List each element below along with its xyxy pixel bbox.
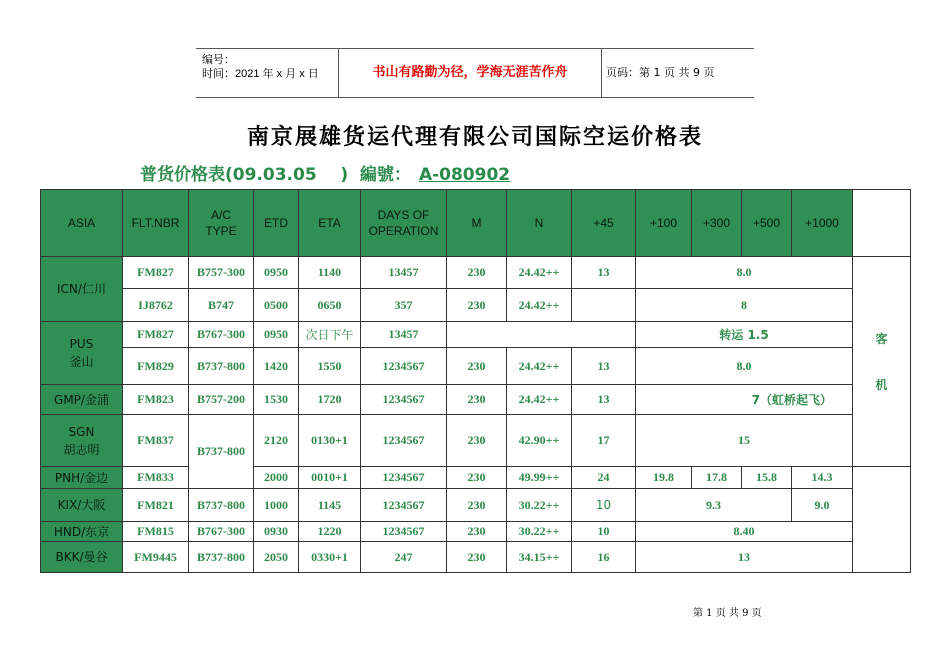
cell-45: 10 (572, 522, 636, 542)
cell-rate: 8.40 (636, 522, 853, 542)
cell-n: 30.22++ (507, 522, 572, 542)
cell-days: 1234567 (361, 385, 447, 415)
col-m: M (447, 190, 507, 257)
cell-days: 247 (361, 542, 447, 573)
cell-ac: B737-800 (189, 348, 254, 385)
col-days: DAYS OF OPERATION (361, 190, 447, 257)
cell-days: 13457 (361, 257, 447, 289)
cell-m: 230 (447, 385, 507, 415)
cell-n: 42.90++ (507, 415, 572, 467)
table-code: A-080902 (418, 165, 511, 185)
col-100: +100 (636, 190, 692, 257)
route-icn: ICN/仁川 (41, 257, 123, 322)
cell-ac: B767-300 (189, 522, 254, 542)
cell-m: 230 (447, 489, 507, 522)
cell-45: 13 (572, 348, 636, 385)
cell-eta: 0130+1 (299, 415, 361, 467)
cell-m: 230 (447, 348, 507, 385)
cell-ac: B767-300 (189, 322, 254, 348)
cell-flt: FM821 (123, 489, 189, 522)
table-row (41, 489, 911, 522)
cell-ac: B737-800 (189, 415, 254, 489)
col-300: +300 (692, 190, 742, 257)
cell-etd: 0950 (254, 257, 299, 289)
cell-etd: 0500 (254, 289, 299, 322)
cell-n: 24.42++ (507, 257, 572, 289)
cell-days: 1234567 (361, 489, 447, 522)
col-asia: ASIA (41, 190, 123, 257)
cell-n: 30.22++ (507, 489, 572, 522)
cell-flt: FM827 (123, 257, 189, 289)
header-blank (853, 190, 911, 257)
cell-flt: FM823 (123, 385, 189, 415)
passenger-aircraft-label: 客 机 (853, 257, 911, 467)
cell-ac: B737-800 (189, 542, 254, 573)
page-footer: 第 1 页 共 9 页 (693, 608, 762, 619)
cell-flt: FM827 (123, 322, 189, 348)
page-title: 南京展雄货运代理有限公司国际空运价格表 (246, 125, 703, 150)
cell-ac: B747 (189, 289, 254, 322)
cell-eta: 1720 (299, 385, 361, 415)
route-hnd: HND/东京 (41, 522, 123, 542)
cell-m: 230 (447, 415, 507, 467)
table-row (41, 542, 911, 573)
table-row (41, 348, 911, 385)
cell-45 (572, 289, 636, 322)
cell-m: 230 (447, 467, 507, 489)
cell-rate: 13 (636, 542, 853, 573)
side-blank (853, 467, 911, 573)
route-pnh: PNH/金边 (41, 467, 123, 489)
cell-flt: FM833 (123, 467, 189, 489)
col-flt: FLT.NBR (123, 190, 189, 257)
cell-rate: 7（虹桥起飞） (636, 385, 853, 415)
cell-n: 34.15++ (507, 542, 572, 573)
cell-ac: B737-800 (189, 489, 254, 522)
cell-etd: 1530 (254, 385, 299, 415)
subtitle (140, 160, 510, 185)
time-label: 时间：2021 年 x 月 x 日 (202, 68, 319, 80)
cell-rate: 9.3 (636, 489, 792, 522)
cell-45: 17 (572, 415, 636, 467)
subtitle-prefix: 普货价格表(09.03.05 ) 編號： (140, 165, 411, 185)
cell-rate: 8.0 (636, 348, 853, 385)
cell-days: 1234567 (361, 522, 447, 542)
motto: 书山有路勤为径，学海无涯苦作舟 (338, 49, 602, 97)
table-row (41, 257, 911, 289)
cell-etd: 2120 (254, 415, 299, 467)
cell-rate: 8 (636, 289, 853, 322)
cell-days: 1234567 (361, 415, 447, 467)
table-row (41, 385, 911, 415)
cell-n: 24.42++ (507, 385, 572, 415)
cell-rate: 转运 1.5 (636, 322, 853, 348)
cell-eta: 0330+1 (299, 542, 361, 573)
route-pus: PUS 釜山 (41, 322, 123, 385)
number-label: 编号： (202, 54, 235, 66)
cell-etd: 1000 (254, 489, 299, 522)
cell-eta: 0650 (299, 289, 361, 322)
cell-etd: 0950 (254, 322, 299, 348)
cell-300: 17.8 (692, 467, 742, 489)
cell-45: 13 (572, 257, 636, 289)
page-label: 页码：第 1 页 共 9 页 (606, 66, 715, 79)
cell-etd: 2050 (254, 542, 299, 573)
cell-m: 230 (447, 522, 507, 542)
col-45: +45 (572, 190, 636, 257)
cell-flt: FM9445 (123, 542, 189, 573)
cell-flt: IJ8762 (123, 289, 189, 322)
cell-rate: 15 (636, 415, 853, 467)
header-row (41, 190, 911, 257)
cell-eta: 1140 (299, 257, 361, 289)
col-etd: ETD (254, 190, 299, 257)
cell-eta: 1220 (299, 522, 361, 542)
cell-m: 230 (447, 542, 507, 573)
cell-m: 230 (447, 289, 507, 322)
table-row (41, 322, 911, 348)
cell-flt: FM815 (123, 522, 189, 542)
route-kix: KIX/大阪 (41, 489, 123, 522)
cell-etd: 0930 (254, 522, 299, 542)
table-row (41, 415, 911, 467)
route-gmp: GMP/金浦 (41, 385, 123, 415)
cell-days: 1234567 (361, 348, 447, 385)
cell-100: 19.8 (636, 467, 692, 489)
header-info-cell (196, 49, 338, 97)
cell-45: 13 (572, 385, 636, 415)
cell-days: 357 (361, 289, 447, 322)
cell-empty (447, 322, 636, 348)
cell-45: 10 (572, 489, 636, 522)
cell-eta: 1145 (299, 489, 361, 522)
col-1000: +1000 (792, 190, 853, 257)
cell-etd: 1420 (254, 348, 299, 385)
cell-n: 24.42++ (507, 348, 572, 385)
cell-45: 16 (572, 542, 636, 573)
cell-1000: 14.3 (792, 467, 853, 489)
table-row (41, 289, 911, 322)
cell-days: 13457 (361, 322, 447, 348)
cell-flt: FM837 (123, 415, 189, 467)
cell-ac: B757-300 (189, 257, 254, 289)
cell-45: 24 (572, 467, 636, 489)
route-sgn: SGN 胡志明 (41, 415, 123, 467)
cell-ac: B757-200 (189, 385, 254, 415)
cell-500: 15.8 (742, 467, 792, 489)
cell-eta: 1550 (299, 348, 361, 385)
col-ac-type: A/C TYPE (189, 190, 254, 257)
cell-etd: 2000 (254, 467, 299, 489)
cell-1000: 9.0 (792, 489, 853, 522)
col-eta: ETA (299, 190, 361, 257)
route-bkk: BKK/曼谷 (41, 542, 123, 573)
col-n: N (507, 190, 572, 257)
cell-eta: 0010+1 (299, 467, 361, 489)
cell-rate: 8.0 (636, 257, 853, 289)
col-500: +500 (742, 190, 792, 257)
cell-flt: FM829 (123, 348, 189, 385)
cell-eta: 次日下午 (299, 322, 361, 348)
cell-n: 24.42++ (507, 289, 572, 322)
cell-days: 1234567 (361, 467, 447, 489)
table-row (41, 467, 911, 489)
cell-m: 230 (447, 257, 507, 289)
cell-n: 49.99++ (507, 467, 572, 489)
document-header (196, 48, 754, 98)
price-table (40, 189, 911, 573)
table-row (41, 522, 911, 542)
